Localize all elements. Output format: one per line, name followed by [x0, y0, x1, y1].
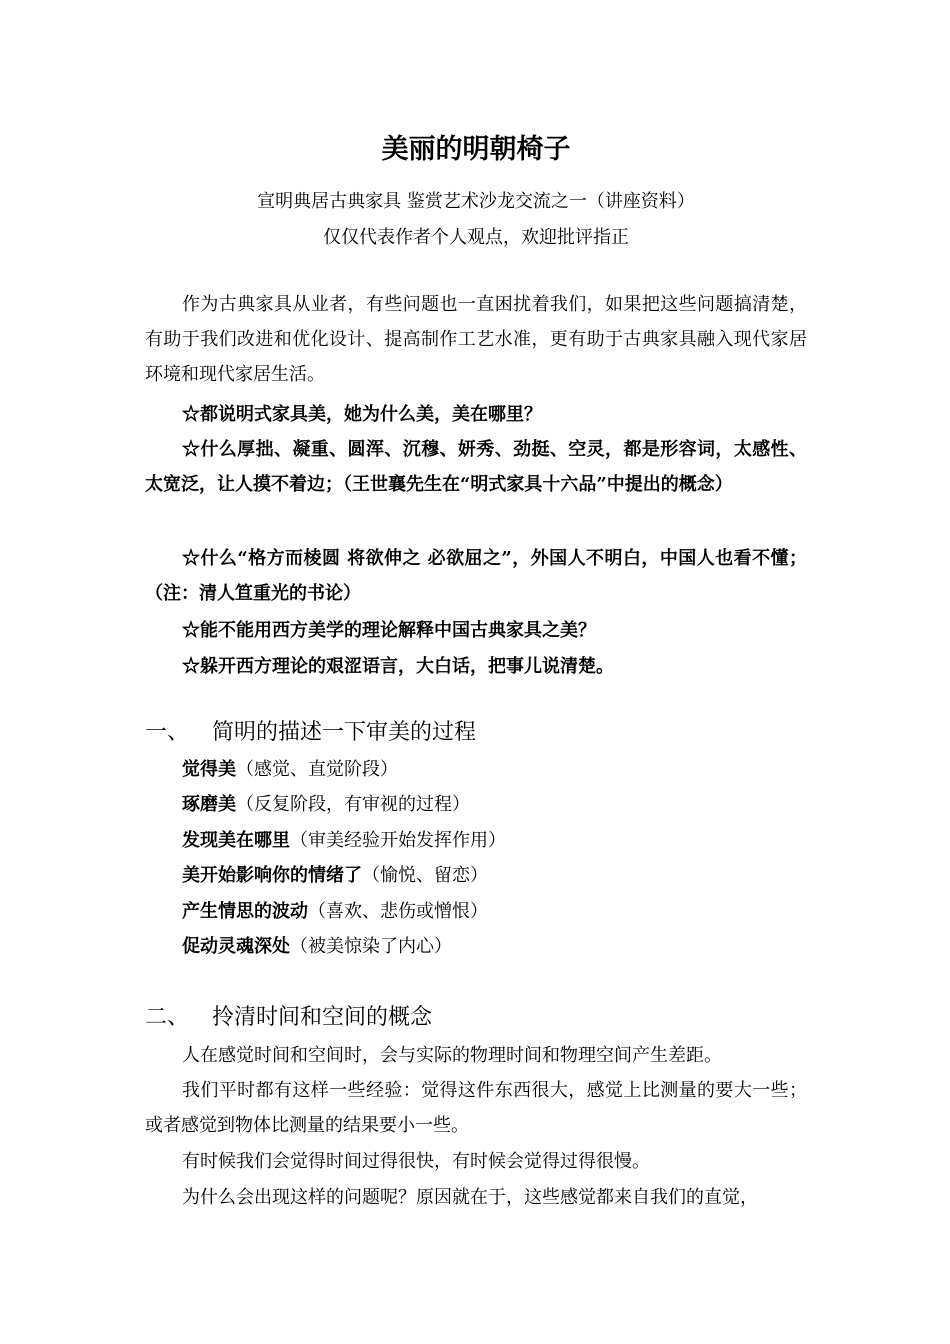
step-key: 美开始影响你的情绪了 [182, 865, 362, 886]
section-title: 简明的描述一下审美的过程 [212, 720, 477, 745]
process-step [182, 933, 807, 961]
section-title: 拎清时间和空间的概念 [212, 1005, 433, 1030]
body-paragraph: 我们平时都有这样一些经验：觉得这件东西很大，感觉上比测量的要大一些；或者感觉到物体比测量的结果要小一些。 [145, 1080, 807, 1136]
question-item: ☆什么厚拙、凝重、圆浑、沉穆、妍秀、劲挺、空灵，都是形容词，太感性、太宽泛，让人摸不着边；（王世襄先生在“明式家具十六品”中提出的概念） [145, 439, 807, 495]
step-note: （喜欢、悲伤或憎恨） [308, 901, 488, 922]
step-note: （愉悦、留恋） [362, 865, 488, 886]
question-item: ☆都说明式家具美，她为什么美，美在哪里？ [182, 404, 542, 425]
step-key: 产生情思的波动 [182, 901, 308, 922]
body-paragraph: 为什么会出现这样的问题呢？原因就在于，这些感觉都来自我们的直觉， [182, 1187, 758, 1208]
step-note: （感觉、直觉阶段） [236, 759, 398, 780]
process-step [182, 791, 807, 819]
body-paragraph: 人在感觉时间和空间时，会与实际的物理时间和物理空间产生差距。 [182, 1045, 722, 1066]
question-item: ☆什么“格方而棱圆 将欲伸之 必欲屈之”，外国人不明白，中国人也看不懂；（注：清人笪重光的书论） [145, 548, 807, 604]
step-note: （被美惊染了内心） [290, 936, 452, 957]
section-number: 二、 [145, 1005, 190, 1030]
document-disclaimer: 仅仅代表作者个人观点，欢迎批评指正 [323, 227, 629, 248]
step-key: 促动灵魂深处 [182, 936, 290, 957]
step-key: 觉得美 [182, 759, 236, 780]
question-item: ☆躲开西方理论的艰涩语言，大白话，把事儿说清楚。 [182, 656, 614, 677]
section-number: 一、 [145, 720, 190, 745]
step-key: 发现美在哪里 [182, 830, 290, 851]
section-heading [145, 1002, 807, 1034]
step-note: （审美经验开始发挥作用） [290, 830, 506, 851]
question-item: ☆能不能用西方美学的理论解释中国古典家具之美？ [182, 620, 596, 641]
process-step [182, 827, 807, 855]
process-step [182, 756, 807, 784]
section-heading [145, 717, 807, 749]
process-step [182, 898, 807, 926]
step-key: 琢磨美 [182, 794, 236, 815]
document-title: 美丽的明朝椅子 [381, 134, 571, 165]
step-note: （反复阶段，有审视的过程） [236, 794, 470, 815]
intro-paragraph: 作为古典家具从业者，有些问题也一直困扰着我们，如果把这些问题搞清楚，有助于我们改进和优化设计、提高制作工艺水准，更有助于古典家具融入现代家居环境和现代家居生活。 [145, 294, 807, 385]
document-subtitle: 宣明典居古典家具 鉴赏艺术沙龙交流之一（讲座资料） [257, 191, 695, 212]
body-paragraph: 有时候我们会觉得时间过得很快，有时候会觉得过得很慢。 [182, 1151, 650, 1172]
process-step [182, 862, 807, 890]
